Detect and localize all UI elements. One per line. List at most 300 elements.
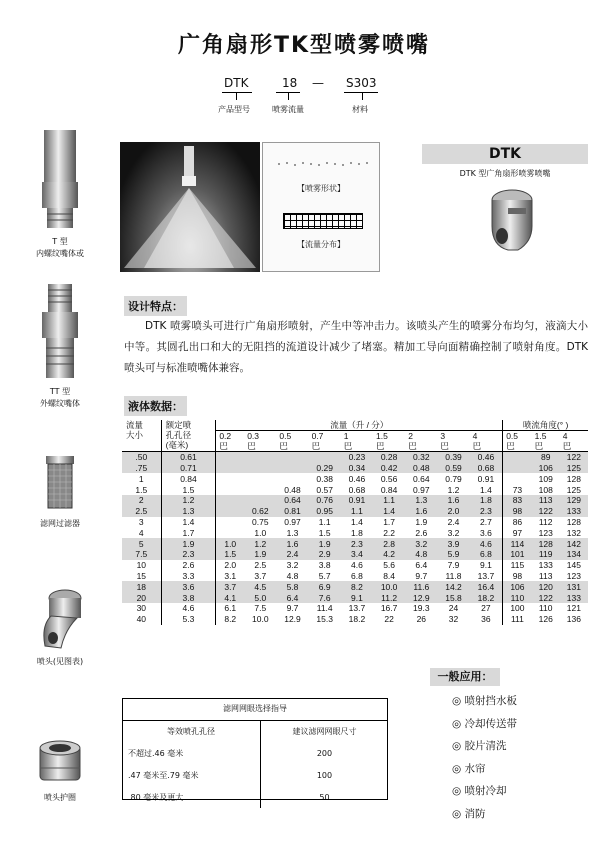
table-cell: 3.2 xyxy=(405,538,437,549)
table-row xyxy=(122,581,588,592)
table-cell: 0.91 xyxy=(341,495,373,506)
table-cell xyxy=(503,473,532,484)
mesh-cell: 不超过.46 毫米 xyxy=(122,742,260,764)
spray-shape-image xyxy=(273,157,371,171)
table-cell: 8.2 xyxy=(341,581,373,592)
table-row xyxy=(122,786,388,808)
table-row xyxy=(122,527,588,538)
table-cell: 24 xyxy=(448,603,459,614)
part-label: TT 型 外螺纹嘴体 xyxy=(40,387,80,408)
table-cell xyxy=(244,473,276,484)
table-cell: 0.38 xyxy=(316,473,333,484)
table-cell: 100 xyxy=(503,603,532,614)
table-cell: 14.2 xyxy=(437,581,469,592)
table-cell: 1.1 xyxy=(341,506,373,517)
list-item: ◎ 消防 xyxy=(452,803,517,826)
table-cell: 0.48 xyxy=(405,463,437,474)
mesh-cell: .80 毫米及更大 xyxy=(122,786,260,808)
table-cell: 4.6 xyxy=(350,560,363,571)
table-cell: 3.8 xyxy=(318,560,331,571)
mesh-title: 滤网网眼选择指导 xyxy=(223,704,287,714)
table-cell: 1.3 xyxy=(405,495,437,506)
table-cell: 6.8 xyxy=(470,549,503,560)
part-strainer xyxy=(20,454,100,530)
table-cell: 9.7 xyxy=(286,603,299,614)
spray-shape-label: 【喷雾形状】 xyxy=(297,184,345,193)
table-cell: 0.64 xyxy=(413,473,430,484)
table-cell: 0.56 xyxy=(380,473,398,484)
table-cell: 0.42 xyxy=(373,463,405,474)
table-row xyxy=(122,538,588,549)
table-cell: 11.4 xyxy=(316,603,333,614)
table-cell: 0.95 xyxy=(309,506,341,517)
table-cell: 115 xyxy=(503,560,532,571)
table-cell: 121 xyxy=(566,603,581,614)
table-cell: 128 xyxy=(532,538,560,549)
part-label: 喷头(见图表) xyxy=(36,657,84,666)
table-cell: 7.5 xyxy=(122,549,161,560)
table-cell: 108 xyxy=(538,484,553,495)
part-label: T 型 内螺纹嘴体或 xyxy=(36,237,84,258)
table-cell: 1.4 xyxy=(373,506,405,517)
table-cell: 128 xyxy=(566,473,581,484)
table-cell: 1.4 xyxy=(479,484,492,495)
table-cell: 113 xyxy=(532,495,560,506)
table-cell xyxy=(216,452,244,463)
table-cell: 128 xyxy=(566,516,581,527)
table-cell: 16.4 xyxy=(470,581,503,592)
product-name: DTK xyxy=(422,144,588,164)
table-row xyxy=(122,614,588,625)
table-cell: 20 xyxy=(122,592,161,603)
table-cell: 1.2 xyxy=(161,495,216,506)
table-cell: 6.4 xyxy=(415,560,428,571)
table-cell xyxy=(503,452,532,463)
table-cell: 2.3 xyxy=(161,549,216,560)
table-cell: 1.5 xyxy=(318,527,331,538)
table-cell: 7.9 xyxy=(447,560,460,571)
header-angle: 喷流角度(° ) xyxy=(503,420,588,431)
table-cell: 3.4 xyxy=(341,549,373,560)
table-cell: 12.9 xyxy=(284,614,301,625)
table-cell: 1.7 xyxy=(383,516,396,527)
table-cell: 0.84 xyxy=(380,484,398,495)
table-cell: 101 xyxy=(503,549,532,560)
table-cell: 0.34 xyxy=(341,463,373,474)
table-cell: 125 xyxy=(560,463,588,474)
table-cell: 1.9 xyxy=(415,516,428,527)
table-cell: 3.7 xyxy=(254,570,267,581)
table-cell: 114 xyxy=(503,538,532,549)
mesh-cell: .47 毫米至.79 毫米 xyxy=(122,764,260,786)
table-cell: 10.0 xyxy=(252,614,269,625)
table-cell: 1.1 xyxy=(318,516,331,527)
table-cell: 0.32 xyxy=(405,452,437,463)
table-row xyxy=(122,506,588,517)
table-cell xyxy=(216,484,244,495)
table-cell: 3.9 xyxy=(437,538,469,549)
mesh-selection-table xyxy=(122,698,388,808)
part-label: 滤网过滤器 xyxy=(40,519,80,528)
table-cell: 36 xyxy=(481,614,491,625)
table-row xyxy=(122,603,588,614)
table-cell: .75 xyxy=(122,463,161,474)
table-cell: 136 xyxy=(566,614,581,625)
table-cell xyxy=(276,473,308,484)
table-row xyxy=(122,592,588,603)
table-cell: 3.2 xyxy=(286,560,299,571)
table-cell: 3.7 xyxy=(216,581,244,592)
table-cell: 1.0 xyxy=(216,538,244,549)
header-flow-size: 流量 大小 xyxy=(122,420,161,452)
table-cell: 119 xyxy=(532,549,560,560)
table-cell: 0.68 xyxy=(470,463,503,474)
table-cell: 5.8 xyxy=(276,581,308,592)
code-dash: — xyxy=(312,76,324,90)
table-cell: 2.3 xyxy=(341,538,373,549)
table-cell: 0.39 xyxy=(437,452,469,463)
table-cell: 6.8 xyxy=(350,570,363,581)
table-cell: 9.1 xyxy=(341,592,373,603)
spray-pattern-panel xyxy=(262,142,380,272)
table-row xyxy=(122,463,588,474)
table-cell: 22 xyxy=(384,614,394,625)
table-cell: 0.79 xyxy=(445,473,462,484)
table-cell: 0.62 xyxy=(244,506,276,517)
table-cell: 9.7 xyxy=(415,570,428,581)
table-cell: 32 xyxy=(448,614,459,625)
flow-distribution-label: 【流量分布】 xyxy=(297,240,345,249)
table-cell: 11.6 xyxy=(405,581,437,592)
table-cell: 145 xyxy=(566,560,581,571)
table-cell: 1.8 xyxy=(350,527,363,538)
table-cell: 7.5 xyxy=(254,603,267,614)
table-cell: 3.1 xyxy=(216,571,244,582)
table-cell: 122 xyxy=(532,592,560,603)
table-row xyxy=(122,452,588,463)
table-cell: 13.7 xyxy=(348,603,366,614)
table-cell: 120 xyxy=(532,581,560,592)
table-cell: 4.1 xyxy=(216,592,244,603)
table-cell: 0.68 xyxy=(348,484,366,495)
table-cell: 1.9 xyxy=(309,538,341,549)
table-cell: 2.0 xyxy=(216,560,244,571)
table-cell: 15.3 xyxy=(316,614,333,625)
table-row xyxy=(122,571,588,582)
table-cell: 6.1 xyxy=(216,603,244,614)
header-angle-pressure: 0.5 巴 xyxy=(503,431,532,452)
table-row xyxy=(122,495,588,506)
header-pressure: 0.7 巴 xyxy=(309,431,341,452)
spray-tip-image xyxy=(35,586,85,652)
table-cell: .50 xyxy=(122,452,161,463)
table-cell: 122 xyxy=(560,452,588,463)
liquid-data-table xyxy=(122,420,588,625)
table-row xyxy=(122,560,588,571)
table-cell: 1.2 xyxy=(244,538,276,549)
table-cell xyxy=(216,517,244,528)
table-cell xyxy=(244,484,276,495)
table-cell: 1.6 xyxy=(405,506,437,517)
code-model: DTK xyxy=(224,76,249,90)
table-cell: 1 xyxy=(138,473,144,484)
table-cell: 106 xyxy=(503,581,532,592)
table-cell: 132 xyxy=(566,527,581,538)
table-cell: 5.0 xyxy=(244,592,276,603)
table-cell: 0.28 xyxy=(373,452,405,463)
table-cell: 1.0 xyxy=(254,527,267,538)
table-cell xyxy=(216,506,244,517)
table-cell: 4.5 xyxy=(244,581,276,592)
table-row xyxy=(122,549,588,560)
apps-list xyxy=(452,690,517,825)
table-cell: 126 xyxy=(538,614,553,625)
table-cell: 1.7 xyxy=(161,527,216,538)
table-cell: 1.5 xyxy=(161,484,216,495)
table-cell xyxy=(244,452,276,463)
table-cell: 109 xyxy=(538,473,553,484)
product-subtitle: DTK 型广角扇形喷雾喷嘴 xyxy=(459,169,551,178)
table-cell: 5 xyxy=(122,538,161,549)
table-cell: 9.1 xyxy=(479,560,492,571)
table-cell: 133 xyxy=(538,560,553,571)
table-cell: 15 xyxy=(136,570,147,581)
table-cell: 18.2 xyxy=(348,614,366,625)
code-flow: 18 xyxy=(282,76,298,90)
header-pressure: 4 巴 xyxy=(470,431,503,452)
table-cell: 0.71 xyxy=(161,463,216,474)
table-cell xyxy=(216,527,244,538)
table-cell: 125 xyxy=(566,484,581,495)
table-row xyxy=(122,764,388,786)
table-cell: 0.64 xyxy=(276,495,308,506)
list-item: ◎ 胶片清洗 xyxy=(452,735,517,758)
table-cell xyxy=(309,452,341,463)
table-row xyxy=(122,742,388,764)
part-t-body xyxy=(20,128,100,260)
mesh-header-size: 建议滤网网眼尺寸 xyxy=(260,720,388,742)
part-label: 喷头护圈 xyxy=(44,793,76,802)
table-cell: 0.46 xyxy=(348,473,366,484)
table-cell: 89 xyxy=(532,452,560,463)
mesh-header-orifice: 等效喷孔孔径 xyxy=(122,720,260,742)
table-cell: 10.0 xyxy=(373,581,405,592)
table-cell: 0.61 xyxy=(161,452,216,463)
flow-distribution-image xyxy=(283,213,363,229)
header-pressure: 0.5 巴 xyxy=(276,431,308,452)
table-cell: 1.8 xyxy=(470,495,503,506)
table-cell: 98 xyxy=(503,506,532,517)
table-cell: 2.0 xyxy=(437,506,469,517)
female-thread-body-image xyxy=(38,128,82,232)
table-cell: 1.4 xyxy=(350,516,363,527)
table-cell: 0.84 xyxy=(161,473,216,484)
table-cell: 2.9 xyxy=(309,549,341,560)
table-cell: 3.3 xyxy=(161,571,216,582)
retainer-image xyxy=(36,738,84,788)
table-row xyxy=(122,484,588,495)
table-cell: 1.9 xyxy=(244,549,276,560)
table-cell: 122 xyxy=(532,506,560,517)
header-pressure: 1 巴 xyxy=(341,431,373,452)
table-cell: 2 xyxy=(122,495,161,506)
table-cell: 123 xyxy=(538,527,553,538)
table-cell: 30 xyxy=(136,603,147,614)
mesh-cell: 50 xyxy=(319,792,330,802)
table-cell: 8.4 xyxy=(383,570,396,581)
table-cell: 0.57 xyxy=(316,484,333,495)
table-cell: 2.2 xyxy=(383,527,396,538)
table-cell: 5.7 xyxy=(318,570,331,581)
header-angle-pressure: 4 巴 xyxy=(560,431,588,452)
code-label-material: 材料 xyxy=(352,105,368,114)
part-tip xyxy=(20,586,100,668)
table-cell: 134 xyxy=(560,549,588,560)
list-item: ◎ 喷射冷却 xyxy=(452,780,517,803)
table-cell: 1.4 xyxy=(161,517,216,528)
page-title: 广角扇形TK型喷雾喷嘴 xyxy=(177,33,431,58)
table-cell: 133 xyxy=(560,592,588,603)
table-cell: 2.8 xyxy=(373,538,405,549)
table-cell: 4.6 xyxy=(161,603,216,614)
table-cell: 110 xyxy=(538,603,553,614)
table-cell: 15.8 xyxy=(437,592,469,603)
table-cell: 11.8 xyxy=(445,570,462,581)
table-cell: 2.6 xyxy=(161,560,216,571)
header-pressure: 3 巴 xyxy=(437,431,469,452)
table-cell: 8.2 xyxy=(216,614,244,625)
table-cell: 1.6 xyxy=(437,495,469,506)
male-thread-body-image xyxy=(38,282,82,382)
table-cell: 2.5 xyxy=(254,560,267,571)
spray-photo xyxy=(120,142,260,272)
table-cell: 0.59 xyxy=(437,463,469,474)
table-cell xyxy=(503,463,532,474)
table-cell: 0.97 xyxy=(284,516,301,527)
list-item: ◎ 冷却传送带 xyxy=(452,713,517,736)
table-cell: 112 xyxy=(538,516,553,527)
table-cell: 4.6 xyxy=(470,538,503,549)
table-cell: 1.5 xyxy=(135,484,148,495)
table-cell: 0.76 xyxy=(309,495,341,506)
table-cell: 0.23 xyxy=(341,452,373,463)
table-cell: 0.46 xyxy=(470,452,503,463)
table-cell: 16.7 xyxy=(380,603,398,614)
header-orifice: 额定喷 孔孔径 (毫米) xyxy=(161,420,216,452)
table-cell: 2.3 xyxy=(470,506,503,517)
design-title: 设计特点： xyxy=(124,296,187,316)
table-cell: 6.4 xyxy=(276,592,308,603)
table-cell xyxy=(216,495,244,506)
table-row xyxy=(122,517,588,528)
table-cell: 4.8 xyxy=(286,570,299,581)
table-cell: 11.2 xyxy=(373,592,405,603)
table-cell: 106 xyxy=(532,463,560,474)
table-cell: 1.3 xyxy=(286,527,299,538)
table-cell: 1.3 xyxy=(161,506,216,517)
table-cell xyxy=(276,452,308,463)
table-cell: 40 xyxy=(136,614,147,625)
table-cell: 13.7 xyxy=(477,570,495,581)
mesh-cell: 200 xyxy=(316,748,333,758)
table-cell xyxy=(244,495,276,506)
table-cell: 3.2 xyxy=(447,527,460,538)
strainer-image xyxy=(40,454,80,514)
table-cell: 0.97 xyxy=(413,484,430,495)
design-text: DTK 喷雾喷头可进行广角扇形喷射，产生中等冲击力。该喷头产生的喷雾分布均匀，液滴大小中等。其圆孔出口和大的无阻挡的流道设计减少了堵塞。精加工导向面精确控制了喷射角度。DTK 喷头可与标准喷嘴体兼容。 xyxy=(124,320,588,374)
table-cell: 111 xyxy=(503,614,532,625)
table-cell: 133 xyxy=(560,506,588,517)
list-item: ◎ 喷射挡水板 xyxy=(452,690,517,713)
table-cell xyxy=(216,463,244,474)
table-cell: 3.8 xyxy=(161,592,216,603)
table-cell: 0.91 xyxy=(477,473,495,484)
table-cell: 110 xyxy=(503,592,532,603)
table-cell: 5.3 xyxy=(161,614,216,625)
table-cell xyxy=(244,463,276,474)
part-retainer xyxy=(20,738,100,804)
table-cell: 2.4 xyxy=(276,549,308,560)
table-cell: 7.6 xyxy=(309,592,341,603)
part-tt-body xyxy=(20,282,100,410)
table-cell: 4 xyxy=(138,527,144,538)
table-cell: 10 xyxy=(136,560,147,571)
table-cell: 27 xyxy=(481,603,491,614)
code-material: S303 xyxy=(346,76,377,90)
table-cell: 3 xyxy=(138,516,144,527)
table-cell: 1.2 xyxy=(447,484,460,495)
table-cell: 123 xyxy=(566,570,581,581)
table-cell: 0.81 xyxy=(276,506,308,517)
header-pressure: 2 巴 xyxy=(405,431,437,452)
table-cell: 1.6 xyxy=(276,538,308,549)
dtk-tip-image xyxy=(478,186,538,258)
header-flow: 流量（升 / 分） xyxy=(216,420,503,431)
table-cell: 86 xyxy=(503,517,532,528)
liquid-title: 液体数据： xyxy=(124,396,187,416)
table-cell: 0.48 xyxy=(284,484,301,495)
table-cell: 12.9 xyxy=(405,592,437,603)
table-cell: 0.29 xyxy=(309,463,341,474)
apps-title: 一般应用： xyxy=(430,668,500,686)
table-cell: 2.6 xyxy=(415,527,428,538)
table-cell: 18.2 xyxy=(470,592,503,603)
table-cell: 2.5 xyxy=(122,506,161,517)
table-cell: 3.6 xyxy=(479,527,492,538)
table-cell: 0.75 xyxy=(252,516,269,527)
table-row xyxy=(122,473,588,484)
table-cell: 131 xyxy=(560,581,588,592)
table-cell: 2.7 xyxy=(479,516,492,527)
table-cell: 83 xyxy=(503,495,532,506)
table-cell: 2.4 xyxy=(447,516,460,527)
table-cell xyxy=(276,463,308,474)
table-cell: 18 xyxy=(122,581,161,592)
header-pressure: 0.2 巴 xyxy=(216,431,244,452)
table-cell: 6.9 xyxy=(309,581,341,592)
code-label-flow: 喷雾流量 xyxy=(272,105,304,114)
code-label-model: 产品型号 xyxy=(218,105,250,114)
table-cell: 1.5 xyxy=(216,549,244,560)
table-cell: 142 xyxy=(560,538,588,549)
header-angle-pressure: 1.5 巴 xyxy=(532,431,560,452)
table-cell: 4.8 xyxy=(405,549,437,560)
table-cell: 4.2 xyxy=(373,549,405,560)
list-item: ◎ 水帘 xyxy=(452,758,517,781)
mesh-cell: 100 xyxy=(316,770,333,780)
table-cell: 5.6 xyxy=(383,560,396,571)
table-cell: 73 xyxy=(503,484,532,495)
